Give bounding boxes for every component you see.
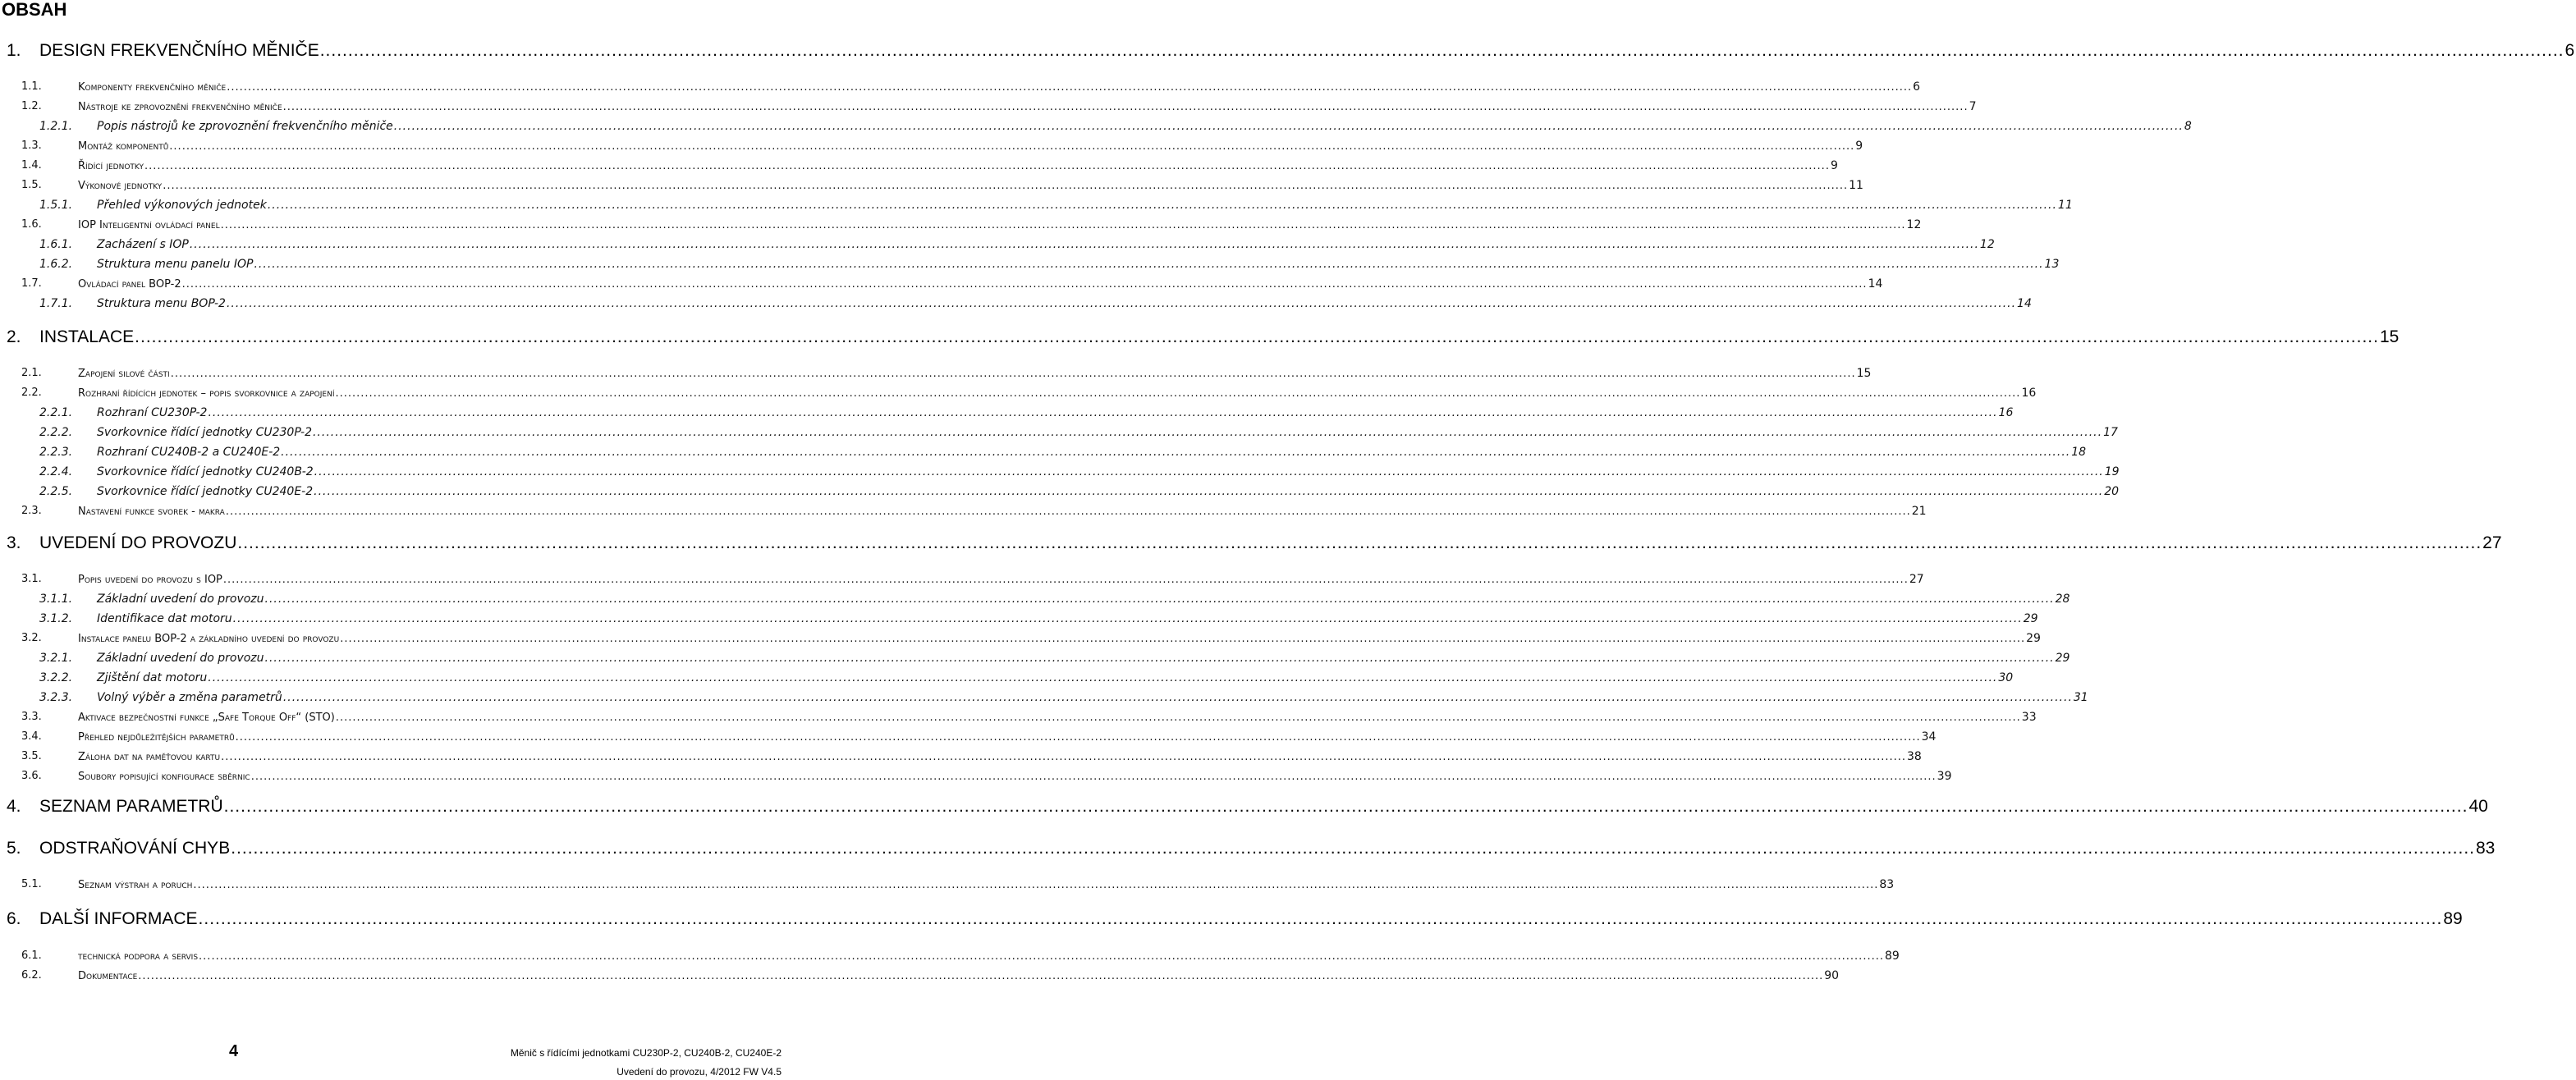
toc-dot-leader: ................................................................................................................................................................................................................................................................................................................................................................................................................	[250, 771, 1937, 783]
toc-entry-number: 3.5.	[21, 750, 42, 762]
toc-entry-page: 14	[2017, 297, 2032, 310]
toc-entry-page: 89	[2443, 909, 2463, 928]
toc-entry-title: INSTALACE	[39, 327, 135, 346]
toc-dot-leader: ................................................................................................................................................................................................................................................................................................................................................................................................................	[335, 712, 2021, 724]
toc-entry-title: Ovládací panel BOP-2	[78, 278, 181, 291]
toc-entry-page: 11	[1849, 179, 1863, 192]
toc-entry[interactable]	[0, 80, 1921, 94]
toc-dot-leader: ................................................................................................................................................................................................................................................................................................................................................................................................................	[335, 387, 2021, 400]
toc-entry-page: 83	[1879, 878, 1895, 891]
toc-dot-leader: ................................................................................................................................................................................................................................................................................................................................................................................................................	[254, 258, 2044, 271]
toc-dot-leader: ................................................................................................................................................................................................................................................................................................................................................................................................................	[169, 140, 1855, 153]
toc-entry[interactable]	[0, 100, 1977, 113]
toc-entry[interactable]	[0, 730, 1937, 744]
toc-entry-number: 4.	[7, 797, 21, 816]
toc-entry[interactable]	[0, 218, 1922, 231]
toc-entry-page: 40	[2468, 797, 2488, 816]
toc-entry-page: 33	[2021, 711, 2037, 724]
toc-entry[interactable]	[0, 612, 2038, 625]
toc-entry-title: Svorkovnice řídící jednotky CU240E-2	[97, 485, 314, 498]
toc-entry-title: Popis nástrojů ke zprovoznění frekvenčního měniče	[97, 120, 393, 133]
toc-entry-page: 8	[2184, 120, 2192, 133]
toc-entry[interactable]	[0, 387, 2037, 400]
toc-entry-title: Základní uvedení do provozu	[97, 652, 264, 665]
toc-entry-title: Aktivace bezpečnostní funkce „Safe Torque Off“ (STO)	[78, 712, 335, 724]
toc-dot-leader: ................................................................................................................................................................................................................................................................................................................................................................................................................	[264, 652, 2055, 665]
toc-entry-title: ODSTRAŇOVÁNÍ CHYB	[39, 839, 231, 858]
toc-entry-title: Dokumentace	[78, 970, 138, 982]
toc-entry-title: SEZNAM PARAMETRŮ	[39, 797, 223, 816]
toc-entry-page: 14	[1868, 277, 1883, 291]
toc-entry[interactable]	[0, 950, 1900, 963]
toc-entry-number: 6.1.	[21, 950, 42, 962]
toc-dot-leader: ................................................................................................................................................................................................................................................................................................................................................................................................................	[267, 199, 2057, 212]
toc-dot-leader: ................................................................................................................................................................................................................................................................................................................................................................................................................	[340, 633, 2026, 645]
toc-entry[interactable]	[0, 839, 2496, 858]
toc-entry-title: Struktura menu BOP-2	[97, 297, 226, 310]
toc-dot-leader: ................................................................................................................................................................................................................................................................................................................................................................................................................	[181, 278, 1868, 291]
toc-entry-number: 2.1.	[21, 367, 42, 379]
toc-entry-title: Svorkovnice řídící jednotky CU240B-2	[97, 465, 314, 478]
toc-entry-number: 3.2.	[21, 632, 42, 644]
toc-entry-number: 2.2.1.	[39, 406, 73, 419]
toc-entry-number: 1.2.	[21, 100, 42, 112]
toc-dot-leader: ................................................................................................................................................................................................................................................................................................................................................................................................................	[312, 426, 2103, 439]
toc-entry-title: Popis uvedení do provozu s IOP	[78, 574, 222, 586]
toc-entry[interactable]	[0, 277, 1883, 291]
toc-dot-leader: ................................................................................................................................................................................................................................................................................................................................................................................................................	[189, 238, 1979, 251]
toc-entry-number: 6.	[7, 909, 21, 928]
toc-entry-number: 1.7.	[21, 277, 42, 290]
toc-entry-page: 28	[2055, 593, 2070, 606]
toc-entry[interactable]	[0, 750, 1922, 763]
toc-dot-leader: ................................................................................................................................................................................................................................................................................................................................................................................................................	[314, 485, 2104, 498]
page-title: OBSAH	[2, 0, 67, 20]
toc-entry-title: UVEDENÍ DO PROVOZU	[39, 533, 237, 552]
toc-dot-leader: ................................................................................................................................................................................................................................................................................................................................................................................................................	[144, 160, 1830, 172]
toc-entry-title: Soubory popisující konfigurace sběrnic	[78, 771, 250, 783]
toc-entry-page: 16	[2021, 387, 2037, 400]
footer-page-number: 4	[229, 1042, 239, 1060]
toc-entry[interactable]	[0, 41, 2575, 61]
toc-entry[interactable]	[0, 969, 1840, 982]
toc-dot-leader: ................................................................................................................................................................................................................................................................................................................................................................................................................	[231, 839, 2475, 858]
toc-entry-number: 5.1.	[21, 878, 42, 890]
toc-dot-leader: ................................................................................................................................................................................................................................................................................................................................................................................................................	[232, 612, 2023, 625]
toc-dot-leader: ................................................................................................................................................................................................................................................................................................................................................................................................................	[208, 406, 1998, 419]
toc-entry[interactable]	[0, 159, 1838, 172]
toc-entry-number: 2.3.	[21, 505, 42, 517]
toc-entry[interactable]	[0, 120, 2192, 133]
toc-entry[interactable]	[0, 632, 2041, 645]
toc-entry[interactable]	[0, 485, 2120, 498]
toc-entry-number: 1.5.	[21, 179, 42, 191]
toc-entry-page: 6	[1913, 80, 1921, 94]
toc-entry-number: 6.2.	[21, 969, 42, 982]
toc-entry-number: 1.6.	[21, 218, 42, 231]
toc-entry[interactable]	[0, 140, 1863, 153]
toc-entry-page: 29	[2023, 612, 2038, 625]
toc-entry-page: 27	[1909, 573, 1924, 586]
toc-entry[interactable]	[0, 770, 1952, 783]
toc-dot-leader: ................................................................................................................................................................................................................................................................................................................................................................................................................	[319, 41, 2565, 60]
toc-entry-page: 12	[1979, 238, 1995, 251]
toc-entry-title: Seznam výstrah a poruch	[78, 879, 193, 891]
toc-entry-number: 1.6.2.	[39, 258, 73, 271]
toc-entry-page: 15	[1856, 367, 1872, 380]
toc-entry[interactable]	[0, 179, 1863, 192]
toc-entry-page: 15	[2379, 327, 2400, 346]
toc-dot-leader: ................................................................................................................................................................................................................................................................................................................................................................................................................	[227, 81, 1913, 94]
toc-entry-title: Záloha dat na paměťovou kartu	[78, 751, 221, 763]
toc-entry-page: 90	[1824, 969, 1840, 982]
toc-dot-leader: ................................................................................................................................................................................................................................................................................................................................................................................................................	[138, 970, 1824, 982]
footer-doc-title: Měnič s řídícími jednotkami CU230P-2, CU240B-2, CU240E-2	[510, 1047, 782, 1059]
toc-entry-page: 20	[2104, 485, 2120, 498]
toc-entry-title: Struktura menu panelu IOP	[97, 258, 254, 271]
toc-entry[interactable]	[0, 691, 2088, 704]
toc-entry-page: 34	[1921, 730, 1937, 744]
toc-dot-leader: ................................................................................................................................................................................................................................................................................................................................................................................................................	[221, 751, 1906, 763]
toc-entry[interactable]	[0, 426, 2118, 439]
toc-entry-title: Zacházení s IOP	[97, 238, 189, 251]
toc-entry-number: 3.1.1.	[39, 593, 73, 606]
toc-entry-title: Základní uvedení do provozu	[97, 593, 264, 606]
toc-entry[interactable]	[0, 505, 1927, 518]
toc-entry-number: 3.4.	[21, 730, 42, 743]
toc-entry-title: DALŠÍ INFORMACE	[39, 909, 198, 928]
toc-entry-page: 19	[2104, 465, 2120, 478]
toc-entry-title: Nástroje ke zprovoznění frekvenčního měniče	[78, 101, 282, 113]
toc-entry-title: Rozhraní CU230P-2	[97, 406, 208, 419]
toc-entry-title: Zjištění dat motoru	[97, 671, 208, 684]
toc-entry[interactable]	[0, 406, 2014, 419]
toc-entry[interactable]	[0, 573, 1924, 586]
toc-entry-page: 83	[2476, 839, 2496, 858]
toc-dot-leader: ................................................................................................................................................................................................................................................................................................................................................................................................................	[237, 533, 2482, 552]
toc-entry[interactable]	[0, 711, 2037, 724]
toc-entry-number: 3.2.3.	[39, 691, 73, 704]
toc-entry-page: 39	[1937, 770, 1952, 783]
toc-entry-title: Zapojení silové části	[78, 368, 170, 380]
toc-entry[interactable]	[0, 878, 1895, 891]
toc-entry-title: Montáž komponentů	[78, 140, 169, 153]
toc-dot-leader: ................................................................................................................................................................................................................................................................................................................................................................................................................	[223, 797, 2468, 816]
toc-entry-title: Identifikace dat motoru	[97, 612, 232, 625]
toc-entry-page: 16	[1998, 406, 2014, 419]
toc-dot-leader: ................................................................................................................................................................................................................................................................................................................................................................................................................	[135, 327, 2379, 346]
toc-dot-leader: ................................................................................................................................................................................................................................................................................................................................................................................................................	[199, 950, 1884, 963]
toc-entry-title: Přehled nejdůležitějších parametrů	[78, 731, 235, 744]
toc-entry[interactable]	[0, 367, 1872, 380]
toc-entry[interactable]	[0, 258, 2060, 271]
toc-entry-title: Volný výběr a změna parametrů	[97, 691, 282, 704]
toc-entry-title: Nastavení funkce svorek - makra	[78, 506, 225, 518]
toc-entry-number: 1.5.1.	[39, 199, 73, 212]
toc-entry-page: 6	[2565, 41, 2575, 60]
toc-entry-number: 5.	[7, 839, 21, 858]
toc-entry-page: 18	[2071, 446, 2087, 459]
toc-entry-number: 1.4.	[21, 159, 42, 172]
toc-dot-leader: ................................................................................................................................................................................................................................................................................................................................................................................................................	[282, 101, 1969, 113]
toc-entry-title: Svorkovnice řídící jednotky CU230P-2	[97, 426, 312, 439]
toc-dot-leader: ................................................................................................................................................................................................................................................................................................................................................................................................................	[170, 368, 1856, 380]
toc-entry-title: Instalace panelu BOP-2 a základního uvedení do provozu	[78, 633, 340, 645]
toc-dot-leader: ................................................................................................................................................................................................................................................................................................................................................................................................................	[220, 219, 1906, 231]
toc-entry[interactable]	[0, 446, 2087, 459]
toc-entry[interactable]	[0, 652, 2070, 665]
toc-entry-title: Výkonové jednotky	[78, 180, 163, 192]
toc-entry-title: technická podpora a servis	[78, 950, 199, 963]
toc-entry-page: 29	[2055, 652, 2070, 665]
toc-entry-page: 29	[2026, 632, 2041, 645]
toc-entry-number: 2.2.3.	[39, 446, 73, 459]
toc-entry-page: 30	[1998, 671, 2014, 684]
toc-entry-title: Komponenty frekvenčního měniče	[78, 81, 227, 94]
toc-dot-leader: ................................................................................................................................................................................................................................................................................................................................................................................................................	[314, 465, 2104, 478]
toc-entry-page: 21	[1911, 505, 1927, 518]
toc-entry-page: 12	[1906, 218, 1922, 231]
toc-dot-leader: ................................................................................................................................................................................................................................................................................................................................................................................................................	[225, 506, 1911, 518]
toc-entry-title: Rozhraní CU240B-2 a CU240E-2	[97, 446, 281, 459]
toc-entry-title: Rozhraní řídících jednotek – popis svorkovnice a zapojení	[78, 387, 335, 400]
toc-entry-title: Přehled výkonových jednotek	[97, 199, 267, 212]
toc-entry-page: 27	[2482, 533, 2502, 552]
toc-entry-number: 1.	[7, 41, 21, 60]
toc-entry-number: 3.6.	[21, 770, 42, 782]
toc-entry[interactable]	[0, 533, 2502, 553]
toc-entry-title: Řídící jednotky	[78, 160, 144, 172]
toc-entry-number: 3.	[7, 533, 21, 552]
toc-entry-number: 1.3.	[21, 140, 42, 152]
toc-dot-leader: ................................................................................................................................................................................................................................................................................................................................................................................................................	[198, 909, 2443, 928]
toc-entry-number: 3.1.	[21, 573, 42, 585]
toc-entry-number: 2.	[7, 327, 21, 346]
toc-dot-leader: ................................................................................................................................................................................................................................................................................................................................................................................................................	[235, 731, 1921, 744]
toc-entry[interactable]	[0, 593, 2070, 606]
toc-entry-number: 1.1.	[21, 80, 42, 93]
toc-dot-leader: ................................................................................................................................................................................................................................................................................................................................................................................................................	[208, 671, 1998, 684]
toc-entry-number: 2.2.5.	[39, 485, 73, 498]
footer-edition: Uvedení do provozu, 4/2012 FW V4.5	[616, 1066, 782, 1078]
toc-entry-number: 3.1.2.	[39, 612, 73, 625]
toc-entry[interactable]	[0, 297, 2032, 310]
toc-dot-leader: ................................................................................................................................................................................................................................................................................................................................................................................................................	[193, 879, 1879, 891]
toc-dot-leader: ................................................................................................................................................................................................................................................................................................................................................................................................................	[222, 574, 1909, 586]
toc-entry-number: 3.3.	[21, 711, 42, 723]
toc-entry-page: 9	[1830, 159, 1838, 172]
toc-entry-page: 11	[2057, 199, 2073, 212]
toc-entry-number: 2.2.	[21, 387, 42, 399]
toc-entry-number: 3.2.2.	[39, 671, 73, 684]
toc-entry-page: 9	[1855, 140, 1863, 153]
toc-entry-number: 1.7.1.	[39, 297, 73, 310]
toc-entry[interactable]	[0, 671, 2014, 684]
toc-dot-leader: ................................................................................................................................................................................................................................................................................................................................................................................................................	[282, 691, 2073, 704]
toc-entry-page: 7	[1969, 100, 1977, 113]
toc-entry[interactable]	[0, 909, 2463, 929]
toc-entry-number: 1.6.1.	[39, 238, 73, 251]
toc-entry[interactable]	[0, 199, 2073, 212]
toc-dot-leader: ................................................................................................................................................................................................................................................................................................................................................................................................................	[226, 297, 2017, 310]
toc-entry[interactable]	[0, 238, 1995, 251]
toc-entry-page: 13	[2044, 258, 2060, 271]
toc-entry-page: 31	[2073, 691, 2088, 704]
toc-dot-leader: ................................................................................................................................................................................................................................................................................................................................................................................................................	[393, 120, 2184, 133]
toc-entry-number: 2.2.4.	[39, 465, 73, 478]
toc-entry-title: DESIGN FREKVENČNÍHO MĚNIČE	[39, 41, 319, 60]
toc-entry-title: IOP Inteligentní ovládací panel	[78, 219, 220, 231]
toc-entry-page: 89	[1884, 950, 1900, 963]
toc-entry[interactable]	[0, 465, 2120, 478]
toc-entry[interactable]	[0, 797, 2488, 817]
toc-entry-number: 1.2.1.	[39, 120, 73, 133]
toc-dot-leader: ................................................................................................................................................................................................................................................................................................................................................................................................................	[163, 180, 1849, 192]
toc-entry-number: 2.2.2.	[39, 426, 73, 439]
toc-entry-page: 17	[2103, 426, 2118, 439]
toc-entry-page: 38	[1907, 750, 1922, 763]
toc-dot-leader: ................................................................................................................................................................................................................................................................................................................................................................................................................	[264, 593, 2055, 606]
toc-entry-number: 3.2.1.	[39, 652, 73, 665]
toc-dot-leader: ................................................................................................................................................................................................................................................................................................................................................................................................................	[281, 446, 2071, 459]
toc-entry[interactable]	[0, 327, 2400, 347]
